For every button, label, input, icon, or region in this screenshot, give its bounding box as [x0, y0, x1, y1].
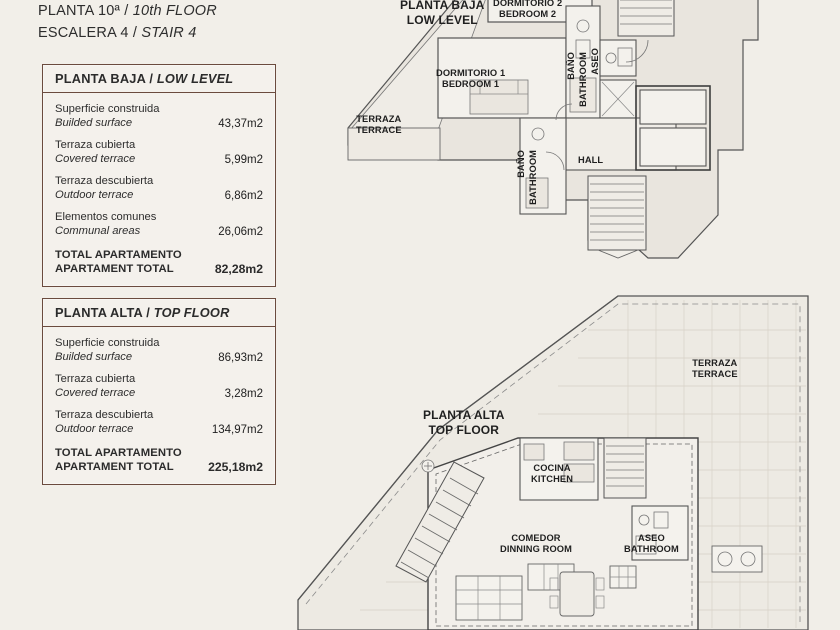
room-label-terrace-low-en: TERRACE — [356, 125, 402, 135]
table-row — [55, 336, 263, 364]
title-line-2-en: STAIR 4 — [141, 25, 197, 41]
room-label-bedroom-1-es: DORMITORIO 1 — [436, 68, 506, 78]
table-row — [55, 372, 263, 400]
room-label-terrace-top-es: TERRAZA — [692, 358, 738, 368]
row-label — [55, 408, 153, 436]
total-label-es: TOTAL APARTAMENTO — [55, 249, 182, 261]
row-label — [55, 102, 159, 130]
row-value: 5,99m2 — [224, 154, 263, 166]
room-label-dining — [500, 533, 572, 555]
row-value: 86,93m2 — [218, 352, 263, 364]
room-label-bedroom-2-en: BEDROOM 2 — [499, 9, 557, 19]
plan-title-low-level-en: LOW LEVEL — [406, 13, 478, 27]
plan-title-top-floor-es: PLANTA ALTA — [423, 408, 505, 422]
title-line-2 — [38, 22, 217, 44]
row-label-en: Outdoor terrace — [55, 423, 134, 435]
row-value: 134,97m2 — [211, 424, 263, 436]
title-line-1-es: PLANTA 10ª / — [38, 3, 129, 19]
card-top-floor-title-es: PLANTA ALTA / — [55, 305, 151, 320]
title-line-2-es: ESCALERA 4 / — [38, 25, 138, 41]
total-label-en: APARTAMENT TOTAL — [55, 460, 174, 473]
room-label-aseo-top-es: ASEO — [638, 533, 665, 543]
table-row — [55, 138, 263, 166]
card-low-level-title — [43, 65, 275, 93]
total-label-es: TOTAL APARTAMENTO — [55, 447, 182, 459]
room-label-bedroom-1 — [436, 68, 505, 90]
room-label-bathroom-upper — [566, 52, 577, 80]
row-label — [55, 210, 156, 238]
card-low-level-title-es: PLANTA BAJA / — [55, 71, 154, 86]
plan-title-low-level — [400, 0, 484, 28]
row-label — [55, 174, 153, 202]
room-label-bedroom-2-es: DORMITORIO 2 — [493, 0, 563, 8]
room-label-kitchen-en: KITCHEN — [531, 474, 574, 484]
plan-title-low-level-es: PLANTA BAJA — [400, 0, 485, 12]
table-row — [55, 408, 263, 436]
card-low-level-body — [43, 93, 275, 286]
room-label-dining-es: COMEDOR — [511, 533, 561, 543]
row-label-es: Terraza cubierta — [55, 373, 136, 385]
total-label-en: APARTAMENT TOTAL — [55, 262, 174, 275]
row-label-es: Superficie construida — [55, 103, 160, 115]
title-line-1 — [38, 0, 217, 22]
total-row — [55, 447, 263, 474]
card-low-level-title-en: LOW LEVEL — [156, 71, 234, 86]
table-row — [55, 174, 263, 202]
room-label-bedroom-1-en: BEDROOM 1 — [442, 79, 500, 89]
room-label-bathroom-low-en: BATHROOM — [528, 150, 538, 205]
row-label-es: Terraza descubierta — [55, 175, 154, 187]
total-row — [55, 249, 263, 276]
row-label-en: Builded surface — [55, 351, 133, 363]
row-label-es: Superficie construida — [55, 337, 160, 349]
card-top-floor — [42, 298, 276, 485]
plan-title-top-floor — [423, 408, 505, 438]
room-label-terrace-top — [692, 358, 738, 380]
info-column — [0, 0, 300, 630]
floorplan-drawing — [288, 0, 840, 630]
room-label-aseo-top — [624, 533, 679, 555]
room-label-hall: HALL — [578, 155, 604, 165]
card-top-floor-title-en: TOP FLOOR — [153, 305, 230, 320]
plan-title-top-floor-en: TOP FLOOR — [428, 423, 499, 437]
row-label-es: Elementos comunes — [55, 211, 157, 223]
room-label-terrace-low-es: TERRAZA — [356, 114, 402, 124]
title-line-1-en: 10th FLOOR — [132, 3, 217, 19]
room-label-dining-en: DINNING ROOM — [500, 544, 572, 554]
room-label-terrace-low — [356, 114, 402, 136]
table-row — [55, 102, 263, 130]
row-label-en: Builded surface — [55, 117, 133, 129]
room-label-bedroom-2 — [493, 0, 562, 20]
row-value: 43,37m2 — [218, 118, 263, 130]
page-title — [38, 0, 217, 44]
room-label-aseo-top-en: BATHROOM — [624, 544, 679, 554]
row-label-es: Terraza descubierta — [55, 409, 154, 421]
row-value: 6,86m2 — [224, 190, 263, 202]
card-low-level — [42, 64, 276, 287]
room-label-bathroom-upper-es: BAÑO — [566, 52, 576, 80]
total-value: 82,28m2 — [214, 262, 263, 276]
row-label — [55, 336, 159, 364]
room-label-bathroom-upper-en: BATHROOM — [578, 52, 588, 107]
row-label — [55, 372, 135, 400]
card-top-floor-body — [43, 327, 275, 484]
room-label-terrace-top-en: TERRACE — [692, 369, 738, 379]
row-value: 26,06m2 — [218, 226, 263, 238]
row-label-en: Covered terrace — [55, 387, 136, 399]
table-row — [55, 210, 263, 238]
card-top-floor-title — [43, 299, 275, 327]
room-label-aseo: ASEO — [590, 48, 600, 75]
room-label-kitchen — [531, 463, 573, 485]
total-label — [55, 447, 182, 474]
row-label-en: Communal areas — [55, 225, 141, 237]
row-label-en: Covered terrace — [55, 153, 136, 165]
room-label-bathroom-low: BAÑO — [516, 150, 526, 178]
row-label-es: Terraza cubierta — [55, 139, 136, 151]
row-value: 3,28m2 — [224, 388, 263, 400]
row-label-en: Outdoor terrace — [55, 189, 134, 201]
total-value: 225,18m2 — [208, 460, 263, 474]
total-label — [55, 249, 182, 276]
row-label — [55, 138, 135, 166]
room-label-kitchen-es: COCINA — [533, 463, 571, 473]
